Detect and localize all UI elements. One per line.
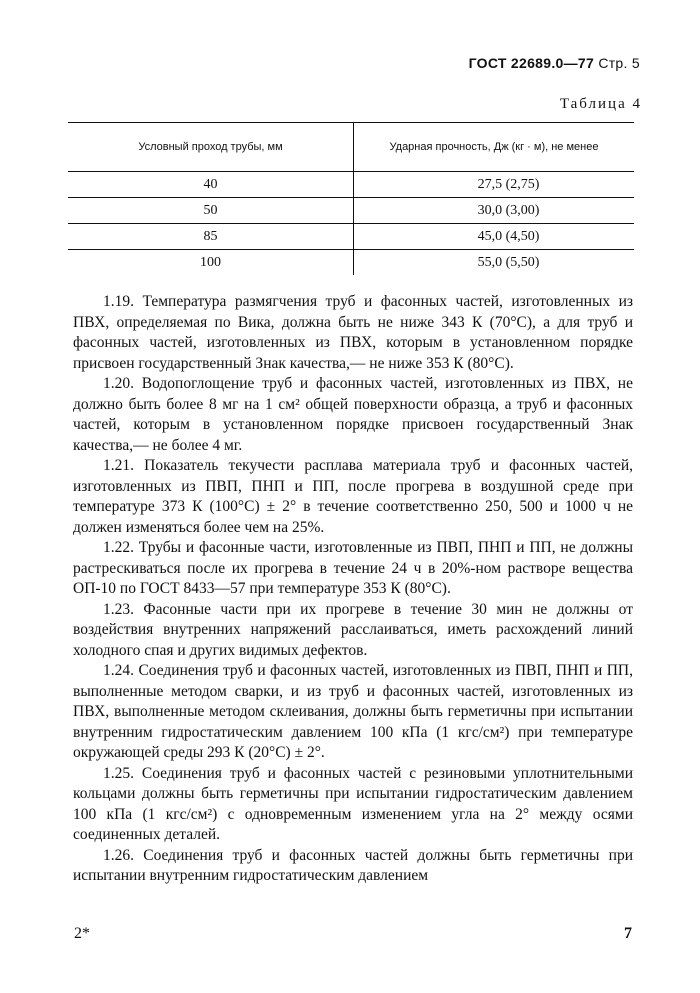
cell-nominal-bore: 50 <box>68 198 354 224</box>
paragraph-1-23: 1.23. Фасонные части при их прогреве в течение 30 мин не должны от воздействия внутренних напряжений расслаиваться, иметь расхождений линий холодного спая и других видимых дефектов. <box>73 600 633 659</box>
body-text <box>73 292 633 887</box>
paragraph-1-22: 1.22. Трубы и фасонные части, изготовленные из ПВП, ПНП и ПП, не должны растрескиваться после их прогрева в течение 24 ч в 20%-ном растворе вещества ОП-10 по ГОСТ 8433—57 при температуре 353 К (80°С). <box>73 539 633 597</box>
paragraph-1-24: 1.24. Соединения труб и фасонных частей, изготовленных из ПВП, ПНП и ПП, выполненные методом сварки, и из труб и фасонных частей, изготовленных из ПВХ, выполненные методом склеивания, должны быть герметичны при испытании внутренним гидростатическим давлением 100 кПа (1 кгс/см²) при температуре окружающей среды 293 К (20°С) ± 2°. <box>73 662 633 761</box>
column-header-nominal-bore: Условный проход трубы, мм <box>68 123 354 172</box>
table-row <box>68 172 634 198</box>
cell-nominal-bore: 40 <box>68 172 354 198</box>
standard-code: ГОСТ 22689.0—77 <box>468 55 595 71</box>
paragraph-1-19: 1.19. Температура размягчения труб и фасонных частей, изготовленных из ПВХ, определяемая по Вика, должна быть не ниже 343 К (70°С), а для труб и фасонных частей, изготовленных из ПВХ, которым в установленном порядке присвоен государственный Знак качества,— не ниже 353 К (80°С). <box>73 293 633 372</box>
table-header-row <box>68 123 634 172</box>
paragraph-1-20: 1.20. Водопоглощение труб и фасонных частей, изготовленных из ПВХ, не должно быть более 8 мг на 1 см² общей поверхности образца, а труб и фасонных частей, которым в установленном порядке присвоен государственный Знак качества,— не более 4 мг. <box>73 375 633 454</box>
paragraph-1-26: 1.26. Соединения труб и фасонных частей должны быть герметичны при испытании внутренним гидростатическим давлением <box>73 846 633 884</box>
cell-impact-strength: 45,0 (4,50) <box>477 228 540 244</box>
table-row <box>68 224 634 250</box>
cell-nominal-bore: 85 <box>68 224 354 250</box>
signature-mark: 2* <box>74 925 90 942</box>
table-caption: Таблица 4 <box>559 96 642 112</box>
impact-strength-table <box>68 122 634 275</box>
page-header <box>469 55 640 71</box>
table-row <box>68 198 634 224</box>
cell-nominal-bore: 100 <box>68 250 354 276</box>
header-page-number: Стр. 5 <box>598 55 640 71</box>
table-row <box>68 250 634 276</box>
paragraph-1-25: 1.25. Соединения труб и фасонных частей с резиновыми уплотнительными кольцами должны быть герметичны при испытании гидростатическим давлением 100 кПа (1 кгс/см²) с одновременным изменением угла на 2° между осями соединенных деталей. <box>73 764 633 843</box>
cell-impact-strength: 27,5 (2,75) <box>477 176 540 192</box>
page-number: 7 <box>624 925 632 942</box>
cell-impact-strength: 55,0 (5,50) <box>477 254 540 270</box>
paragraph-1-21: 1.21. Показатель текучести расплава материала труб и фасонных частей, изготовленных из ПВП, ПНП и ПП, после прогрева в воздушной среде при температуре 373 К (100°С) ± 2° в течение соответственно 250, 500 и 1000 ч не должен изменяться более чем на 25%. <box>73 457 633 536</box>
column-header-impact-strength: Ударная прочность, Дж (кг · м), не менее <box>389 141 599 153</box>
cell-impact-strength: 30,0 (3,00) <box>477 202 540 218</box>
